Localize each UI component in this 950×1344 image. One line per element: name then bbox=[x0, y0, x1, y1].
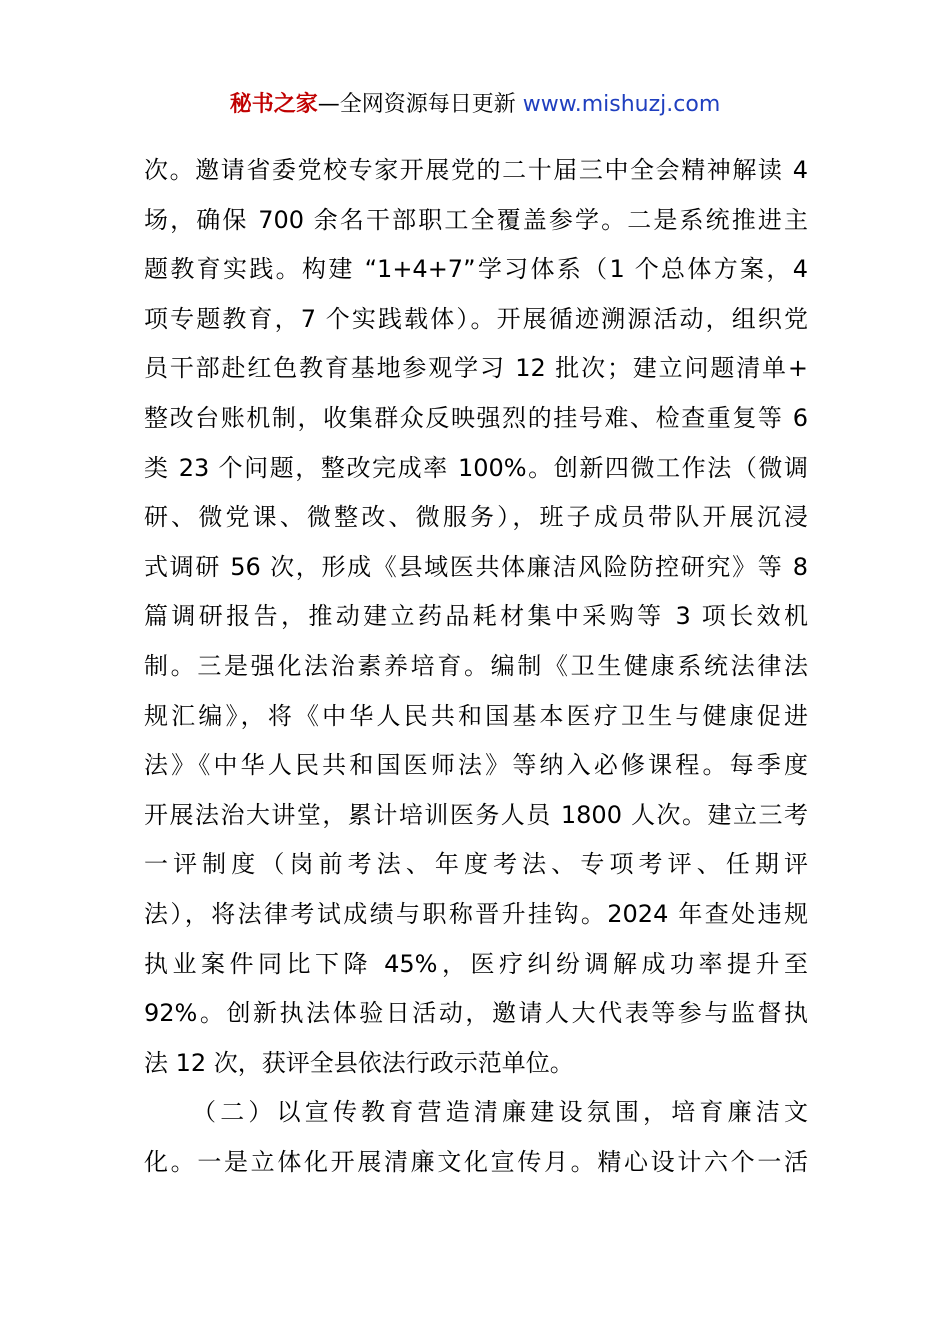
text-line: 开展法治大讲堂，累计培训医务人员 1800 人次。建立三考 bbox=[144, 800, 808, 829]
text-line: 法 12 次，获评全县依法行政示范单位。 bbox=[144, 1048, 574, 1077]
text-line: 整改台账机制，收集群众反映强烈的挂号难、检查重复等 6 bbox=[144, 403, 808, 432]
text-line: 执业案件同比下降 45%，医疗纠纷调解成功率提升至 bbox=[144, 949, 808, 978]
text-line: 制。三是强化法治素养培育。编制《卫生健康系统法律法 bbox=[144, 651, 808, 680]
text-line: 场，确保 700 余名干部职工全覆盖参学。二是系统推进主 bbox=[144, 205, 808, 234]
text-line: 研、微党课、微整改、微服务），班子成员带队开展沉浸 bbox=[144, 503, 808, 532]
text-line: 规汇编》，将《中华人民共和国基本医疗卫生与健康促进 bbox=[144, 701, 808, 730]
website-link[interactable]: www.mishuzj.com bbox=[522, 92, 721, 117]
section-heading-line: （二）以宣传教育营造清廉建设氛围，培育廉洁文 bbox=[192, 1098, 808, 1127]
document-body bbox=[144, 146, 808, 1187]
text-line: 式调研 56 次，形成《县域医共体廉洁风险防控研究》等 8 bbox=[144, 552, 808, 581]
page-header bbox=[0, 88, 950, 122]
text-line: 法），将法律考试成绩与职称晋升挂钩。2024 年查处违规 bbox=[144, 899, 808, 928]
text-line: 员干部赴红色教育基地参观学习 12 批次；建立问题清单+ bbox=[144, 354, 808, 383]
text-line: 题教育实践。构建 “1+4+7”学习体系（1 个总体方案，4 bbox=[144, 255, 808, 284]
text-line: 篇调研报告，推动建立药品耗材集中采购等 3 项长效机 bbox=[144, 602, 808, 631]
text-line: 类 23 个问题，整改完成率 100%。创新四微工作法（微调 bbox=[144, 453, 808, 482]
text-line: 项专题教育，7 个实践载体）。开展循迹溯源活动，组织党 bbox=[144, 304, 808, 333]
text-line: 一评制度（岗前考法、年度考法、专项考评、任期评 bbox=[144, 850, 808, 879]
text-line: 化。一是立体化开展清廉文化宣传月。精心设计六个一活 bbox=[144, 1147, 808, 1176]
text-line: 92%。创新执法体验日活动，邀请人大代表等参与监督执 bbox=[144, 999, 808, 1028]
header-tagline: —全网资源每日更新 bbox=[317, 92, 523, 117]
text-line: 次。邀请省委党校专家开展党的二十届三中全会精神解读 4 bbox=[144, 156, 808, 184]
brand-name: 秘书之家 bbox=[229, 92, 318, 117]
text-line: 法》《中华人民共和国医师法》等纳入必修课程。每季度 bbox=[144, 751, 808, 780]
